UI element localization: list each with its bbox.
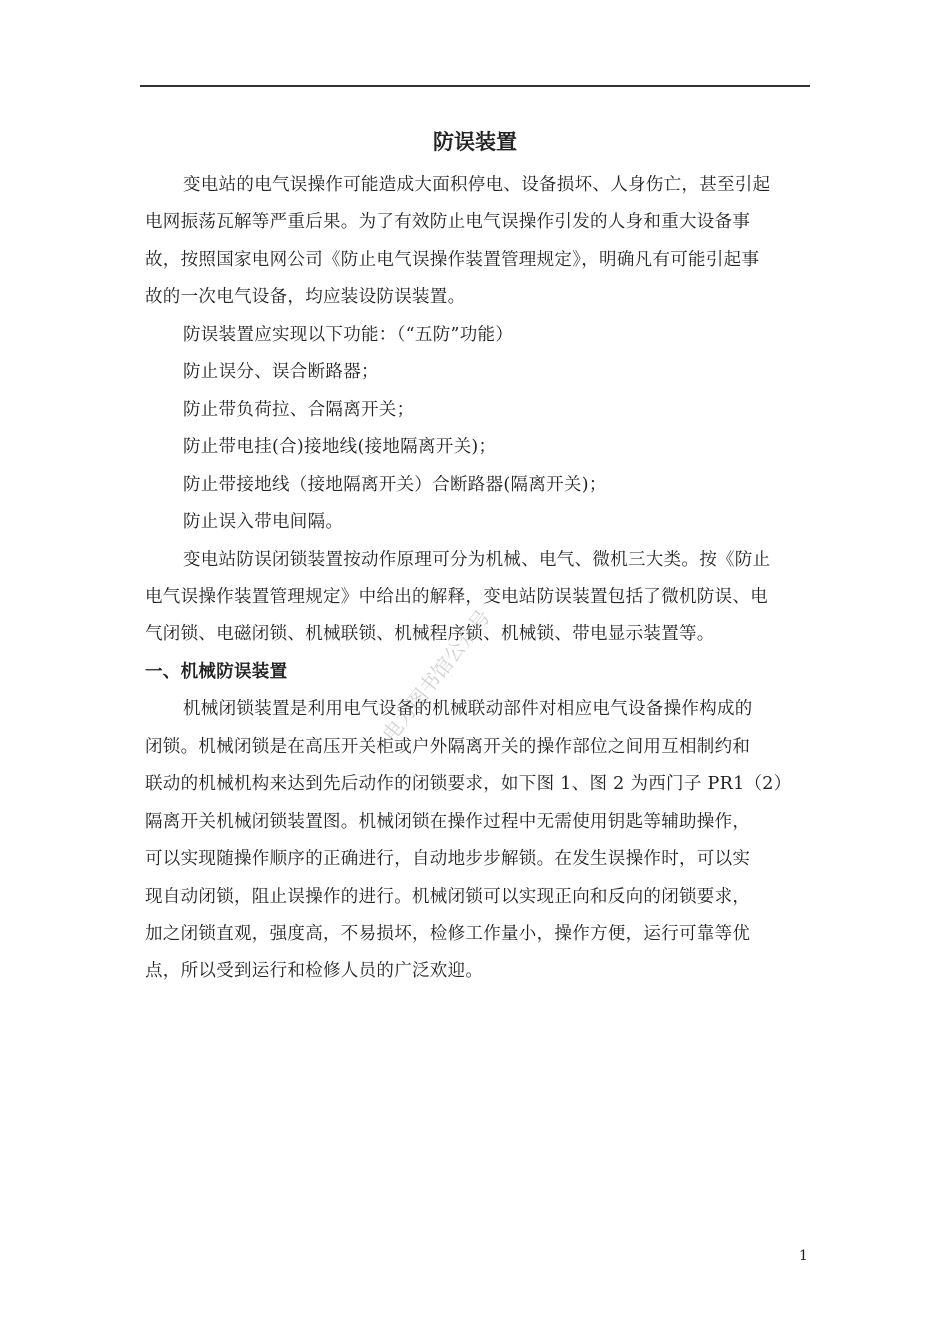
text-line: 防止误入带电间隔。: [183, 512, 344, 533]
text-line: 防止误分、误合断路器；: [183, 362, 379, 383]
section-heading: 一、机械防误装置: [145, 661, 288, 682]
text-line: 故的一次电气设备，均应装设防误装置。: [145, 287, 466, 308]
text-line: 防止带电挂(合)接地线(接地隔离开关)；: [183, 437, 497, 458]
text-line: 点，所以受到运行和检修人员的广泛欢迎。: [145, 961, 484, 982]
text-line: 闭锁。机械闭锁是在高压开关柜或户外隔离开关的操作部位之间用互相制约和: [145, 736, 751, 757]
text-line: 加之闭锁直观，强度高，不易损坏，检修工作量小，操作方便，运行可靠等优: [145, 924, 751, 944]
text-line: 防止带接地线（接地隔离开关）合断路器(隔离开关)；: [183, 474, 607, 495]
page-title: 防误装置: [433, 130, 517, 154]
watermark: 电力图书馆公众号: [377, 604, 495, 746]
text-line: 变电站防误闭锁装置按动作原理可分为机械、电气、微机三大类。按《防止: [183, 549, 771, 570]
text-line: 故，按照国家电网公司《防止电气误操作装置管理规定》，明确凡有可能引起事: [145, 249, 760, 270]
text-line: 电网振荡瓦解等严重后果。为了有效防止电气误操作引发的人身和重大设备事: [145, 212, 751, 233]
text-line: 变电站的电气误操作可能造成大面积停电、设备损坏、人身伤亡，甚至引起: [183, 175, 771, 195]
text-line: 气闭锁、电磁闭锁、机械联锁、机械程序锁、机械锁、带电显示装置等。: [145, 624, 715, 645]
text-line: 联动的机械机构来达到先后动作的闭锁要求，如下图 1、图 2 为西门子 PR1（2）: [145, 774, 792, 795]
text-line: 防止带负荷拉、合隔离开关；: [183, 399, 415, 420]
text-line: 隔离开关机械闭锁装置图。机械闭锁在操作过程中无需使用钥匙等辅助操作，: [145, 811, 751, 832]
text-line: 可以实现随操作顺序的正确进行，自动地步步解锁。在发生误操作时，可以实: [145, 849, 751, 870]
text-line: 机械闭锁装置是利用电气设备的机械联动部件对相应电气设备操作构成的: [183, 699, 753, 720]
text-line: 现自动闭锁，阻止误操作的进行。机械闭锁可以实现正向和反向的闭锁要求，: [145, 886, 751, 907]
text-line: 电气误操作装置管理规定》中给出的解释，变电站防误装置包括了微机防误、电: [145, 586, 768, 607]
page-number: 1: [799, 1248, 808, 1264]
text-line: 防误装置应实现以下功能：（“五防”功能）: [183, 324, 514, 345]
header-rule: [140, 85, 810, 87]
